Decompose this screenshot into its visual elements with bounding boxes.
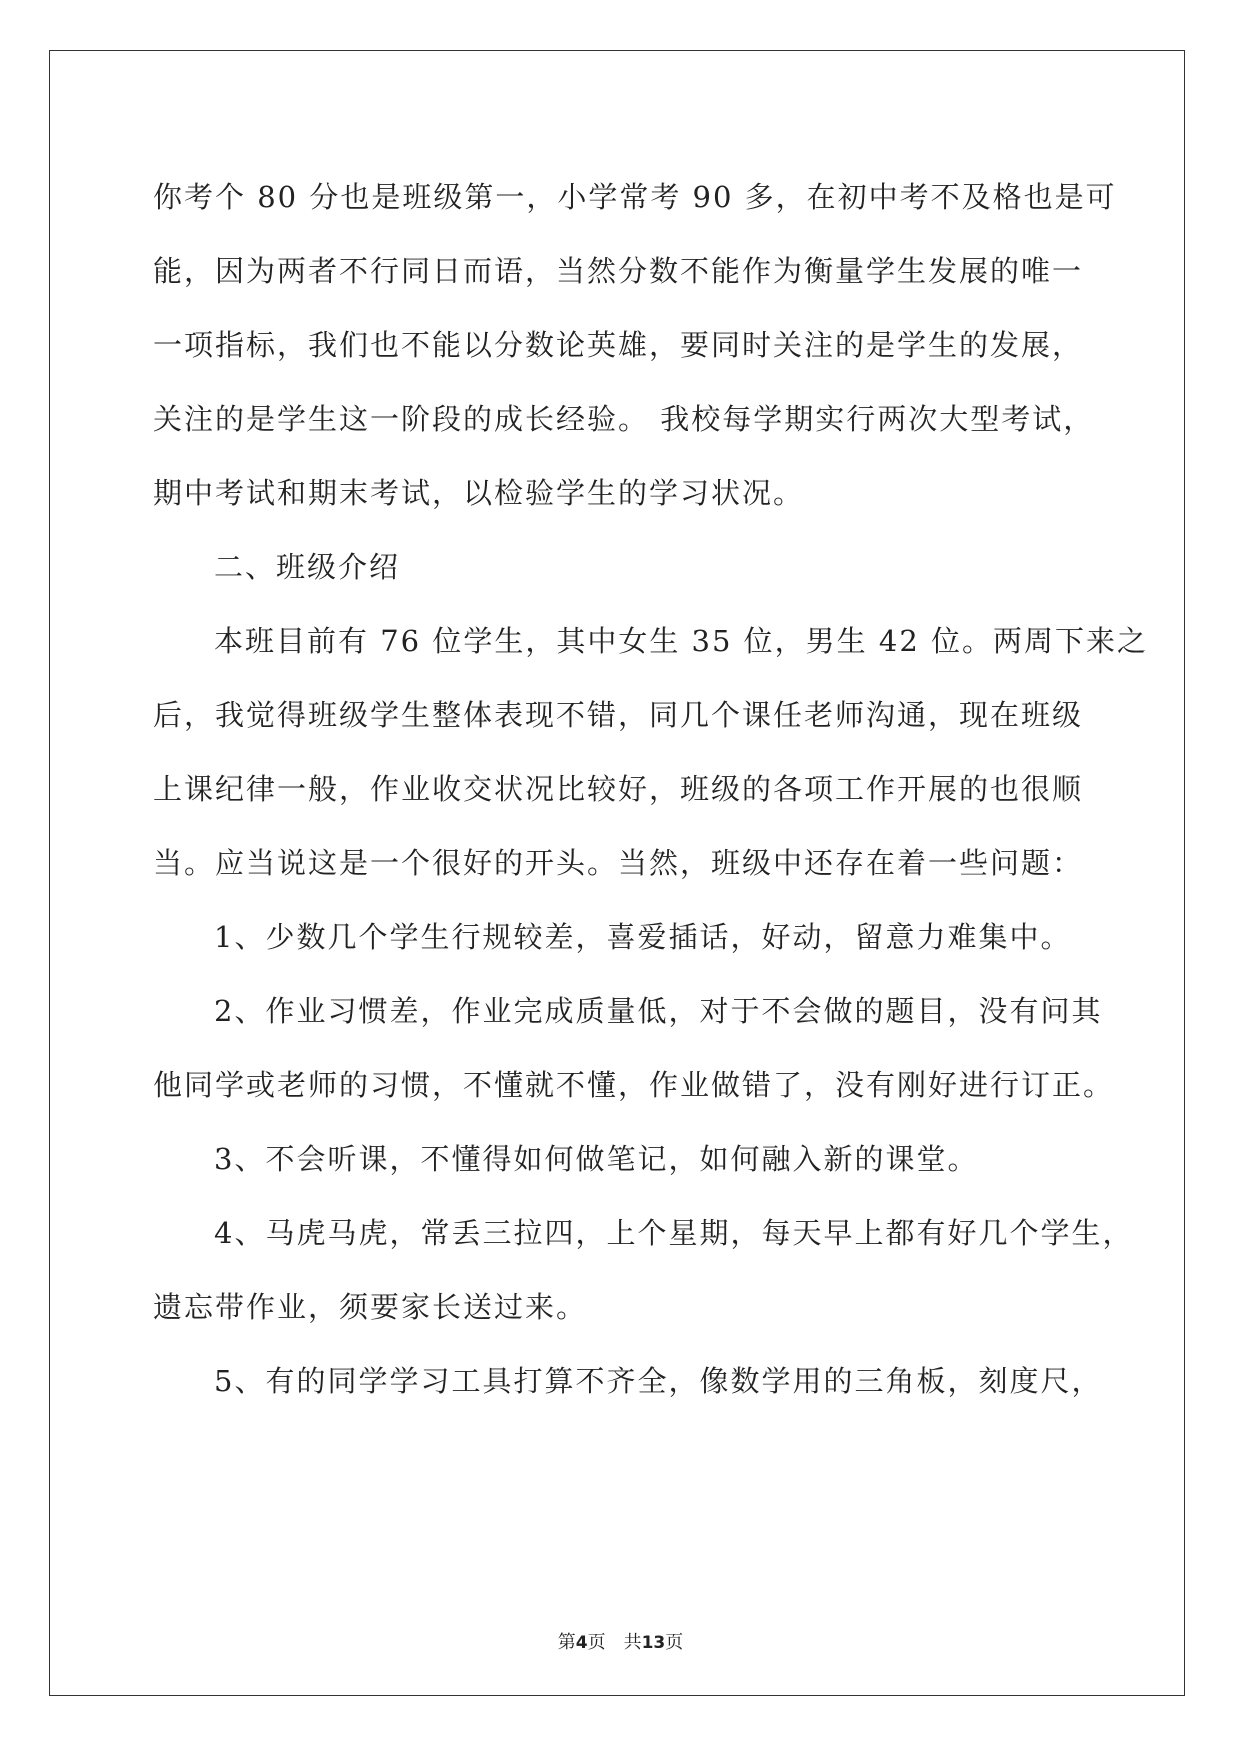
text-line: 当。应当说这是一个很好的开头。当然，班级中还存在着一些问题： [153, 846, 1084, 880]
footer-middle: 页 共 [587, 1632, 642, 1653]
text-line: 一项指标，我们也不能以分数论英雄，要同时关注的是学生的发展， [153, 328, 1084, 362]
text-line: 他同学或老师的习惯，不懂就不懂，作业做错了，没有刚好进行订正。 [153, 1068, 1115, 1102]
footer-suffix: 页 [665, 1632, 684, 1653]
list-item: 3、不会听课，不懂得如何做笔记，如何融入新的课堂。 [214, 1142, 979, 1176]
list-item: 5、有的同学学习工具打算不齐全，像数学用的三角板，刻度尺， [214, 1364, 1103, 1398]
list-item: 2、作业习惯差，作业完成质量低，对于不会做的题目，没有问其 [214, 994, 1103, 1028]
text-line: 关注的是学生这一阶段的成长经验。 我校每学期实行两次大型考试， [153, 402, 1095, 436]
list-item: 1、少数几个学生行规较差，喜爱插话，好动，留意力难集中。 [214, 920, 1072, 954]
page-footer [0, 1628, 1241, 1654]
text-line: 本班目前有 76 位学生，其中女生 35 位，男生 42 位。两周下来之 [214, 624, 1149, 658]
text-line: 后，我觉得班级学生整体表现不错，同几个课任老师沟通，现在班级 [153, 698, 1084, 732]
text-line: 期中考试和期末考试，以检验学生的学习状况。 [153, 476, 805, 510]
footer-prefix: 第 [557, 1632, 576, 1653]
total-pages: 13 [641, 1633, 666, 1653]
text-line: 上课纪律一般，作业收交状况比较好，班级的各项工作开展的也很顺 [153, 772, 1084, 806]
section-heading: 二、班级介绍 [214, 550, 401, 584]
page-number: 4 [575, 1633, 588, 1653]
list-item: 4、马虎马虎，常丢三拉四，上个星期，每天早上都有好几个学生， [214, 1216, 1134, 1250]
text-line: 能，因为两者不行同日而语，当然分数不能作为衡量学生发展的唯一 [153, 254, 1084, 288]
text-line: 遗忘带作业，须要家长送过来。 [153, 1290, 588, 1324]
text-line: 你考个 80 分也是班级第一，小学常考 90 多，在初中考不及格也是可 [153, 180, 1117, 214]
document-body [153, 160, 1149, 1418]
